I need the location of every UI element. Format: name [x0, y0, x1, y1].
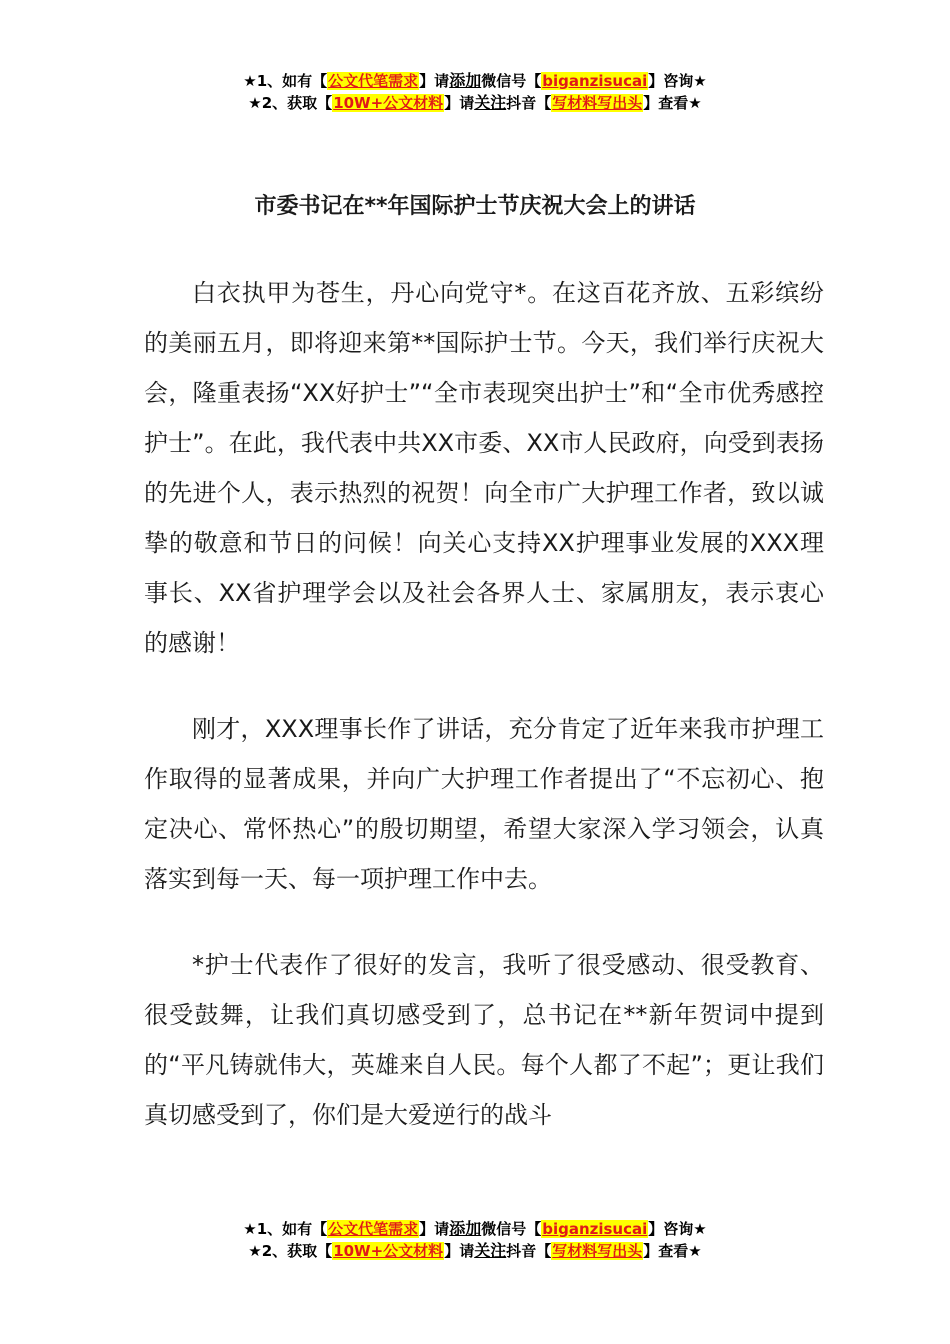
- promo-text: 微信号【: [481, 1220, 542, 1238]
- header-promo-banner: [0, 70, 950, 114]
- promo-text: 】咨询★: [648, 1220, 707, 1238]
- star-icon: ★: [243, 1220, 257, 1238]
- paragraph-2: 刚才，XXX理事长作了讲话，充分肯定了近年来我市护理工作取得的显著成果，并向广大护理工作者提出了“不忘初心、抱定决心、常怀热心”的殷切期望，希望大家深入学习领会，认真落实到每一天、每一项护理工作中去。: [144, 715, 824, 893]
- promo-text: 抖音【: [506, 1242, 552, 1260]
- promo-highlight-materials: 10W+公文材料: [333, 94, 444, 112]
- promo-text: 】咨询★: [648, 72, 707, 90]
- header-promo-line-1: [0, 70, 950, 92]
- promo-text: 】查看★: [643, 1242, 702, 1260]
- promo-wechat-id: biganzisucai: [542, 72, 648, 90]
- document-body: [144, 268, 824, 1176]
- header-promo-line-2: [0, 92, 950, 114]
- promo-text: 】查看★: [643, 94, 702, 112]
- document-title: 市委书记在**年国际护士节庆祝大会上的讲话: [254, 194, 696, 219]
- paragraph-3: *护士代表作了很好的发言，我听了很受感动、很受教育、很受鼓舞，让我们真切感受到了，总书记在**新年贺词中提到的“平凡铸就伟大，英雄来自人民。每个人都了不起”；更让我们真切感受到了，你们是大爱逆行的战斗: [144, 951, 824, 1129]
- promo-text: 2、获取【: [261, 1242, 333, 1260]
- promo-highlight-materials: 10W+公文材料: [333, 1242, 444, 1260]
- promo-text: 】请: [444, 1242, 475, 1260]
- promo-text: 】请: [444, 94, 475, 112]
- promo-text: 2、获取【: [261, 94, 333, 112]
- footer-promo-banner: [0, 1218, 950, 1262]
- star-icon: ★: [248, 94, 262, 112]
- promo-text: 】请: [419, 1220, 450, 1238]
- promo-wechat-id: biganzisucai: [542, 1220, 648, 1238]
- promo-emphasis-add: 添加: [449, 71, 482, 90]
- promo-douyin-account: 写材料写出头: [552, 1242, 643, 1260]
- promo-emphasis-follow: 关注: [474, 1241, 507, 1260]
- promo-text: 1、如有【: [256, 1220, 328, 1238]
- promo-emphasis-add: 添加: [449, 1219, 482, 1238]
- promo-text: 】请: [419, 72, 450, 90]
- promo-highlight-ghostwriting: 公文代笔需求: [328, 1220, 419, 1238]
- paragraph-1: 白衣执甲为苍生，丹心向党守*。在这百花齐放、五彩缤纷的美丽五月，即将迎来第**国际护士节。今天，我们举行庆祝大会，隆重表扬“XX好护士”“全市表现突出护士”和“全市优秀感控护士”。在此，我代表中共XX市委、XX市人民政府，向受到表扬的先进个人，表示热烈的祝贺！向全市广大护理工作者，致以诚挚的敬意和节日的问候！向关心支持XX护理事业发展的XXX理事长、XX省护理学会以及社会各界人士、家属朋友，表示衷心的感谢！: [144, 279, 824, 657]
- promo-douyin-account: 写材料写出头: [552, 94, 643, 112]
- promo-highlight-ghostwriting: 公文代笔需求: [328, 72, 419, 90]
- star-icon: ★: [243, 72, 257, 90]
- star-icon: ★: [248, 1242, 262, 1260]
- promo-text: 1、如有【: [256, 72, 328, 90]
- promo-emphasis-follow: 关注: [474, 93, 507, 112]
- footer-promo-line-1: [0, 1218, 950, 1240]
- promo-text: 微信号【: [481, 72, 542, 90]
- promo-text: 抖音【: [506, 94, 552, 112]
- footer-promo-line-2: [0, 1240, 950, 1262]
